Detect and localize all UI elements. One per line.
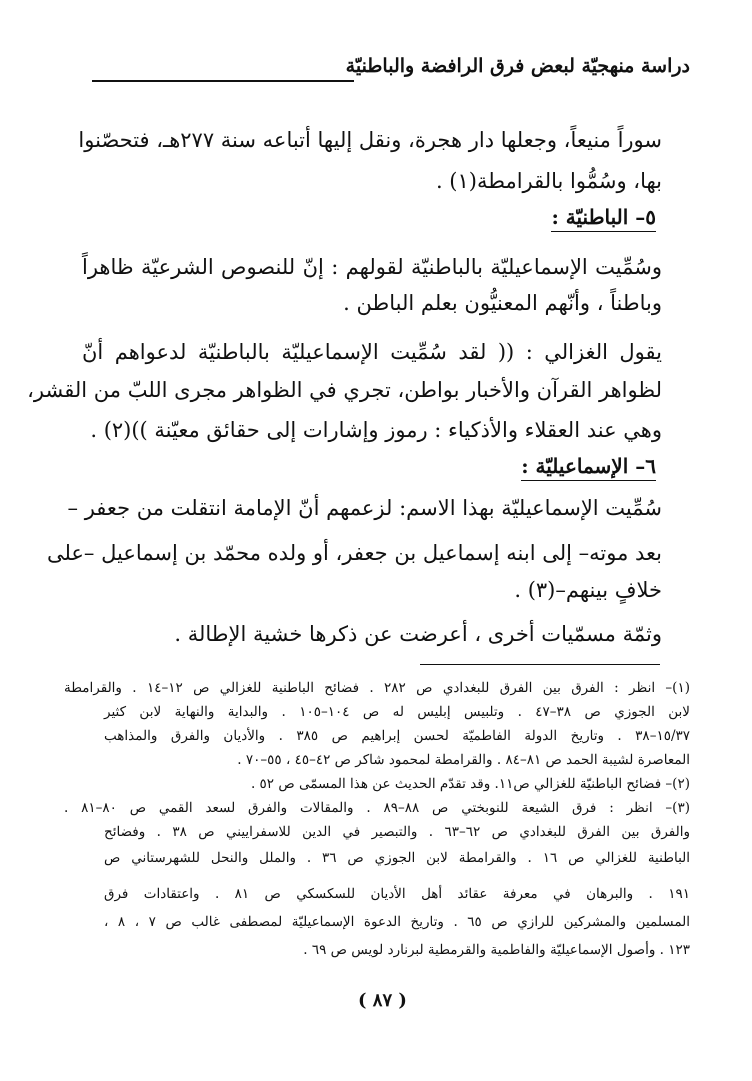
footnote-line: المسلمين والمشركين للرازي ص ٦٥ . وتاريخ الدعوة الإسماعيليّة لمصطفى غالب ص ٧ ، ٨ ، <box>104 914 690 930</box>
footnote-line: لابن الجوزي ص ٣٨–٤٧ . وتلبيس إبليس له ص ١٠٤–١٠٥ . والبداية والنهاية لابن كثير <box>104 704 690 720</box>
body-line: لظواهر القرآن والأخبار بواطن، تجري في الظواهر مجرى اللبّ من القشر، <box>27 378 662 402</box>
heading-text: ٥– الباطنيّة : <box>551 205 656 232</box>
footnote-line: الباطنية للغزالي ص ١٦ . والقرامطة لابن الجوزي ص ٣٦ . والملل والنحل للشهرستاني ص <box>104 850 691 866</box>
header-rule <box>92 80 354 82</box>
footnote-line: المعاصرة لشيبة الحمد ص ٨١–٨٤ . والقرامطة لمحمود شاكر ص ٤٢–٤٥ ، ٥٥–٧٠ . <box>237 752 690 768</box>
body-line: وثمّة مسمّيات أخرى ، أعرضت عن ذكرها خشية الإطالة . <box>174 622 662 646</box>
footnote-separator <box>420 664 660 665</box>
body-line: بها، وسُمُّوا بالقرامطة(١) . <box>435 169 662 193</box>
body-line: وسُمِّيت الإسماعيليّة بالباطنيّة لقولهم : إنّ للنصوص الشرعيّة ظاهراً <box>82 255 662 279</box>
footnote-line: (٣)– انظر : فرق الشيعة للنوبختي ص ٨٨–٨٩ . والمقالات والفرق لسعد القمي ص ٨٠–٨١ . <box>64 800 690 816</box>
running-header-title: دراسة منهجيّة لبعض فرق الرافضة والباطنيّة <box>345 55 690 77</box>
body-line: سوراً منيعاً، وجعلها دار هجرة، ونقل إليها أتباعه سنة ٢٧٧هـ، فتحصّنوا <box>78 128 662 152</box>
body-line: وهي عند العقلاء والأذكياء : رموز وإشارات إلى حقائق معيّنة ))(٢) . <box>90 418 662 442</box>
body-line: يقول الغزالي : (( لقد سُمِّيت الإسماعيليّة بالباطنيّة لدعواهم أنّ <box>82 340 662 364</box>
section-heading-ismailiyya <box>521 454 656 478</box>
footnote-line: ١٩١ . والبرهان في معرفة عقائد أهل الأديان للسكسكي ص ٨١ . واعتقادات فرق <box>104 886 690 902</box>
body-line: بعد موته– إلى ابنه إسماعيل بن جعفر، أو ولده محمّد بن إسماعيل –على <box>46 541 662 565</box>
body-line: وباطناً ، وأنّهم المعنيُّون بعلم الباطن . <box>343 291 662 315</box>
section-heading-batiniyya <box>551 205 656 229</box>
page-number: ( ٨٧ ) <box>358 990 407 1011</box>
footnote-line: ١٥/٣٧–٣٨ . وتاريخ الدولة الفاطميّة لحسن إبراهيم ص ٣٨٥ . والأديان والفرق والمذاهب <box>104 728 690 744</box>
body-line: خلافٍ بينهم–(٣) . <box>514 578 662 602</box>
body-line: سُمِّيت الإسماعيليّة بهذا الاسم: لزعمهم أنّ الإمامة انتقلت من جعفر – <box>67 496 662 520</box>
footnote-line: (١)– انظر : الفرق بين الفرق للبغدادي ص ٢٨٢ . فضائح الباطنية للغزالي ص ١٢–١٤ . والقرامطة <box>64 680 690 696</box>
heading-text: ٦– الإسماعيليّة : <box>521 454 656 481</box>
footnote-line: والفرق بين الفرق للبغدادي ص ٦٢–٦٣ . والتبصير في الدين للاسفراييني ص ٣٨ . وفضائح <box>104 824 690 840</box>
footnote-line: (٢)– فضائح الباطنيّة للغزالي ص١١. وقد تقدّم الحديث عن هذا المسمّى ص ٥٢ . <box>250 776 690 792</box>
footnote-line: ١٢٣ . وأصول الإسماعيليّة والفاطمية والقرمطية لبرنارد لويس ص ٦٩ . <box>303 942 690 958</box>
